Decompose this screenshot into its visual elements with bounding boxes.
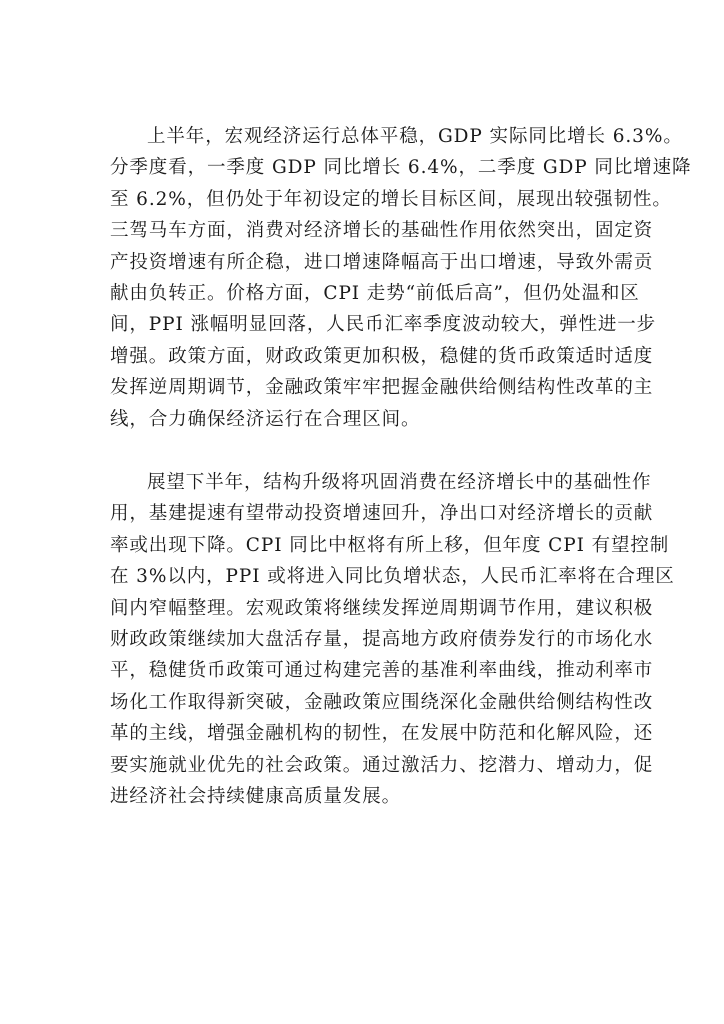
paragraph-line: 增强。政策方面，财政政策更加积极，稳健的货币政策适时适度 (110, 345, 654, 367)
paragraph-line: 财政政策继续加大盘活存量，提高地方政府债券发行的市场化水 (110, 628, 654, 650)
paragraph-line: 间内窄幅整理。宏观政策将继续发挥逆周期调节作用，建议积极 (110, 597, 654, 619)
paragraph-line: 产投资增速有所企稳，进口增速降幅高于出口增速，导致外需贡 (110, 251, 654, 273)
paragraph-line: 至 6.2%，但仍处于年初设定的增长目标区间，展现出较强韧性。 (110, 188, 672, 210)
paragraph-line: 平，稳健货币政策可通过构建完善的基准利率曲线，推动利率市 (110, 660, 654, 682)
paragraph-second-half-outlook (110, 467, 675, 812)
paragraph-line: 要实施就业优先的社会政策。通过激活力、挖潜力、增动力，促 (110, 754, 654, 776)
paragraph-line: 上半年，宏观经济运行总体平稳，GDP 实际同比增长 6.3%。 (147, 126, 683, 147)
paragraph-line: 发挥逆周期调节，金融政策牢牢把握金融供给侧结构性改革的主 (110, 377, 654, 399)
paragraph-line: 场化工作取得新突破，金融政策应围绕深化金融供给侧结构性改 (110, 691, 654, 713)
paragraph-line: 间，PPI 涨幅明显回落，人民币汇率季度波动较大，弹性进一步 (110, 314, 657, 336)
paragraph-line: 革的主线，增强金融机构的韧性，在发展中防范和化解风险，还 (110, 723, 654, 745)
paragraph-line: 用，基建提速有望带动投资增速回升，净出口对经济增长的贡献 (110, 503, 654, 525)
paragraph-line: 三驾马车方面，消费对经济增长的基础性作用依然突出，固定资 (110, 220, 654, 242)
paragraph-line: 分季度看，一季度 GDP 同比增长 6.4%，二季度 GDP 同比增速降 (110, 157, 692, 179)
paragraph-line: 率或出现下降。CPI 同比中枢将有所上移，但年度 CPI 有望控制 (110, 534, 670, 556)
paragraph-line: 献由负转正。价格方面，CPI 走势“前低后高”，但仍处温和区 (110, 282, 640, 304)
paragraph-line: 进经济社会持续健康高质量发展。 (110, 785, 402, 807)
paragraph-line: 线，合力确保经济运行在合理区间。 (110, 408, 421, 430)
paragraph-line: 展望下半年，结构升级将巩固消费在经济增长中的基础性作 (147, 472, 652, 493)
paragraph-first-half-review (110, 121, 692, 435)
paragraph-line: 在 3%以内，PPI 或将进入同比负增状态，人民币汇率将在合理区 (110, 566, 675, 588)
